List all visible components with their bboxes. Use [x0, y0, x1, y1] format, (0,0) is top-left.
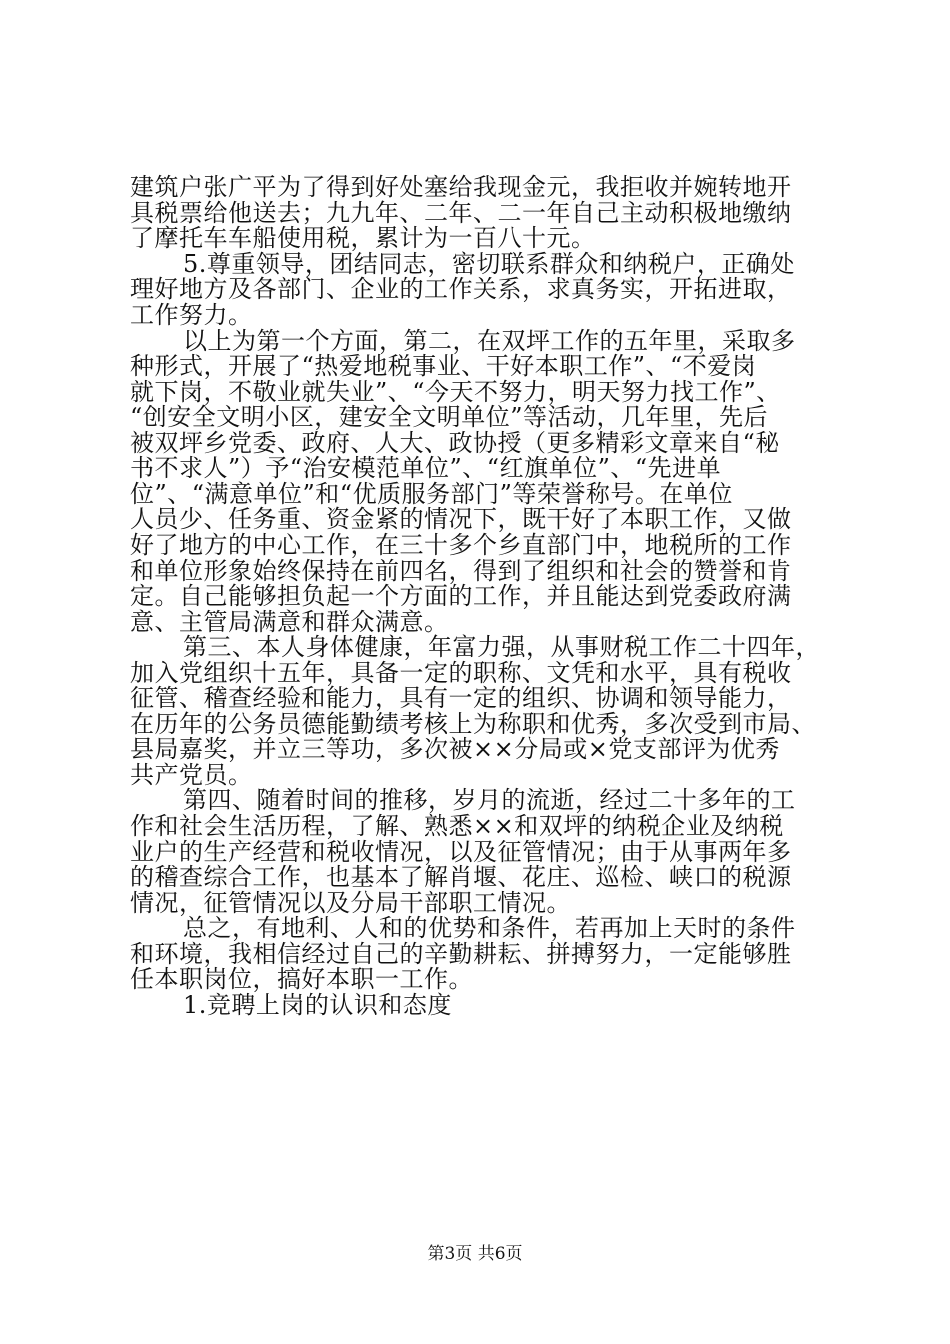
body-text-line: 和环境，我相信经过自己的辛勤耕耘、拼搏努力，一定能够胜	[130, 940, 792, 968]
body-text-line: 共产党员。	[130, 761, 253, 789]
paragraph-start-line: 5.尊重领导，团结同志，密切联系群众和纳税户，正确处	[183, 250, 795, 278]
body-text-line: 县局嘉奖，并立三等功，多次被××分局或×党支部评为优秀	[130, 735, 780, 763]
paragraph-start-line: 总之，有地利、人和的优势和条件，若再加上天时的条件	[183, 914, 796, 942]
section-heading: 1.竞聘上岗的认识和态度	[183, 991, 452, 1019]
body-text-line: 任本职岗位，搞好本职一工作。	[130, 965, 473, 993]
body-text-line: 具税票给他送去；九九年、二年、二一年自己主动积极地缴纳	[130, 199, 792, 227]
body-text-line: 加入党组织十五年，具备一定的职称、文凭和水平，具有税收	[130, 659, 792, 687]
body-text-line: 征管、稽查经验和能力，具有一定的组织、协调和领导能力，	[130, 684, 792, 712]
paragraph-start-line: 第三、本人身体健康，年富力强，从事财税工作二十四年，	[183, 633, 820, 661]
body-text-line: 意、主管局满意和群众满意。	[130, 608, 449, 636]
body-text-line: 建筑户张广平为了得到好处塞给我现金元，我拒收并婉转地开	[130, 173, 792, 201]
body-text-line: 的稽查综合工作，也基本了解肖堰、花庄、巡检、峡口的税源	[130, 863, 792, 891]
body-text-line: 和单位形象始终保持在前四名，得到了组织和社会的赞誉和肯	[130, 557, 792, 585]
paragraph-start-line: 以上为第一个方面，第二，在双坪工作的五年里，采取多	[183, 327, 796, 355]
body-text-line: 了摩托车车船使用税，累计为一百八十元。	[130, 224, 596, 252]
body-text-line: 位”、“满意单位”和“优质服务部门”等荣誉称号。在单位	[130, 480, 733, 508]
body-text-line: “创安全文明小区，建安全文明单位”等活动，几年里，先后	[130, 403, 769, 431]
body-text-line: 业户的生产经营和税收情况，以及征管情况；由于从事两年多	[130, 838, 792, 866]
body-text-line: 在历年的公务员德能勤绩考核上为称职和优秀，多次受到市局、	[130, 710, 816, 738]
paragraph-start-line: 第四、随着时间的推移，岁月的流逝，经过二十多年的工	[183, 786, 796, 814]
page-number-footer: 第3页 共6页	[427, 1244, 523, 1264]
body-text-line: 人员少、任务重、资金紧的情况下，既干好了本职工作，又做	[130, 505, 792, 533]
body-text-line: 作和社会生活历程，了解、熟悉××和双坪的纳税企业及纳税	[130, 812, 784, 840]
body-text-line: 好了地方的中心工作，在三十多个乡直部门中，地税所的工作	[130, 531, 792, 559]
body-text-line: 书不求人”）予“治安模范单位”、“红旗单位”、“先进单	[130, 454, 722, 482]
body-text-line: 工作努力。	[130, 301, 253, 329]
body-text-line: 理好地方及各部门、企业的工作关系，求真务实，开拓进取，	[130, 275, 792, 303]
body-text-line: 情况，征管情况以及分局干部职工情况。	[130, 889, 571, 917]
body-text-line: 就下岗，不敬业就失业”、“今天不努力，明天努力找工作”、	[130, 378, 781, 406]
body-text-line: 定。自己能够担负起一个方面的工作，并且能达到党委政府满	[130, 582, 792, 610]
body-text-line: 被双坪乡党委、政府、人大、政协授（更多精彩文章来自“秘	[130, 429, 780, 457]
body-text-line: 种形式，开展了“热爱地税事业、干好本职工作”、“不爱岗	[130, 352, 757, 380]
